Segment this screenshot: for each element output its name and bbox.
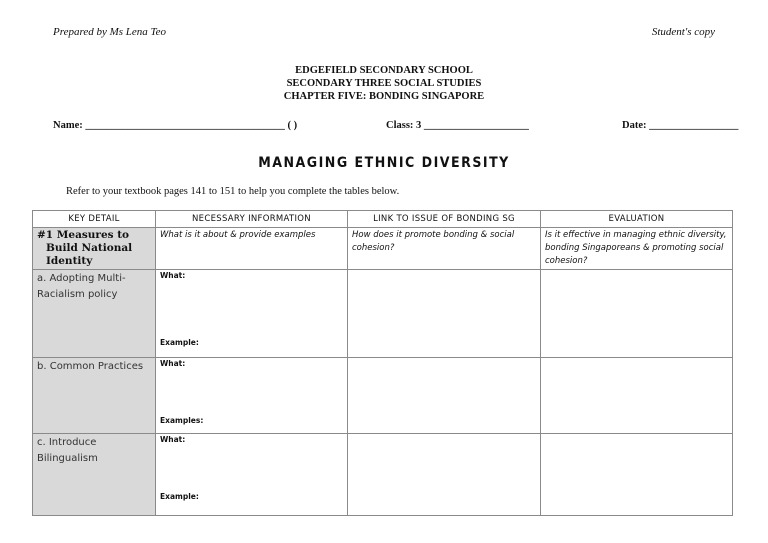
info-cell[interactable] (156, 358, 348, 434)
section-title-line: #1 Measures to (37, 229, 130, 241)
column-header-evaluation: EVALUATION (541, 211, 733, 228)
school-heading (0, 64, 768, 103)
page-title: MANAGING ETHNIC DIVERSITY (258, 155, 510, 171)
key-detail-cell: b. Common Practices (33, 358, 156, 434)
table-row (33, 270, 733, 358)
key-detail-cell: a. Adopting Multi-Racialism policy (33, 270, 156, 358)
section-title-line: Identity (46, 255, 93, 267)
school-name: EDGEFIELD SECONDARY SCHOOL (295, 65, 473, 76)
evaluation-prompt: Is it effective in managing ethnic diversity, bonding Singaporeans & promoting social cohesion? (541, 228, 733, 270)
subject-name: SECONDARY THREE SOCIAL STUDIES (286, 78, 482, 89)
section-title-line: Build National (46, 242, 133, 254)
name-field[interactable]: Name: ______________________________________ ( ) (53, 120, 298, 131)
date-field[interactable]: Date: _________________ (622, 120, 739, 131)
link-cell[interactable] (348, 270, 541, 358)
link-cell[interactable] (348, 434, 541, 516)
info-prompt: What is it about & provide examples (156, 228, 348, 270)
section-row (33, 228, 733, 270)
instruction-text: Refer to your textbook pages 141 to 151 to help you complete the tables below. (66, 186, 400, 197)
evaluation-cell[interactable] (541, 358, 733, 434)
column-header-key-detail: KEY DETAIL (33, 211, 156, 228)
evaluation-cell[interactable] (541, 270, 733, 358)
column-header-link-to-issue: LINK TO ISSUE OF BONDING SG (348, 211, 541, 228)
evaluation-cell[interactable] (541, 434, 733, 516)
example-label: Example: (160, 338, 199, 347)
example-label: Example: (160, 492, 199, 501)
prepared-by: Prepared by Ms Lena Teo (53, 26, 167, 38)
class-field[interactable]: Class: 3 ____________________ (386, 120, 529, 131)
what-label: What: (160, 271, 186, 280)
table-row (33, 358, 733, 434)
table-row (33, 434, 733, 516)
chapter-name: CHAPTER FIVE: BONDING SINGAPORE (283, 91, 485, 102)
info-cell[interactable] (156, 434, 348, 516)
key-detail-cell: c. Introduce Bilingualism (33, 434, 156, 516)
what-label: What: (160, 359, 186, 368)
column-header-necessary-information: NECESSARY INFORMATION (156, 211, 348, 228)
info-cell[interactable] (156, 270, 348, 358)
worksheet-table (32, 210, 733, 516)
link-prompt: How does it promote bonding & social cohesion? (348, 228, 541, 270)
section-title (33, 228, 156, 270)
what-label: What: (160, 435, 186, 444)
copy-label: Student's copy (651, 26, 715, 38)
example-label: Examples: (160, 416, 204, 425)
link-cell[interactable] (348, 358, 541, 434)
table-header-row (33, 211, 733, 228)
